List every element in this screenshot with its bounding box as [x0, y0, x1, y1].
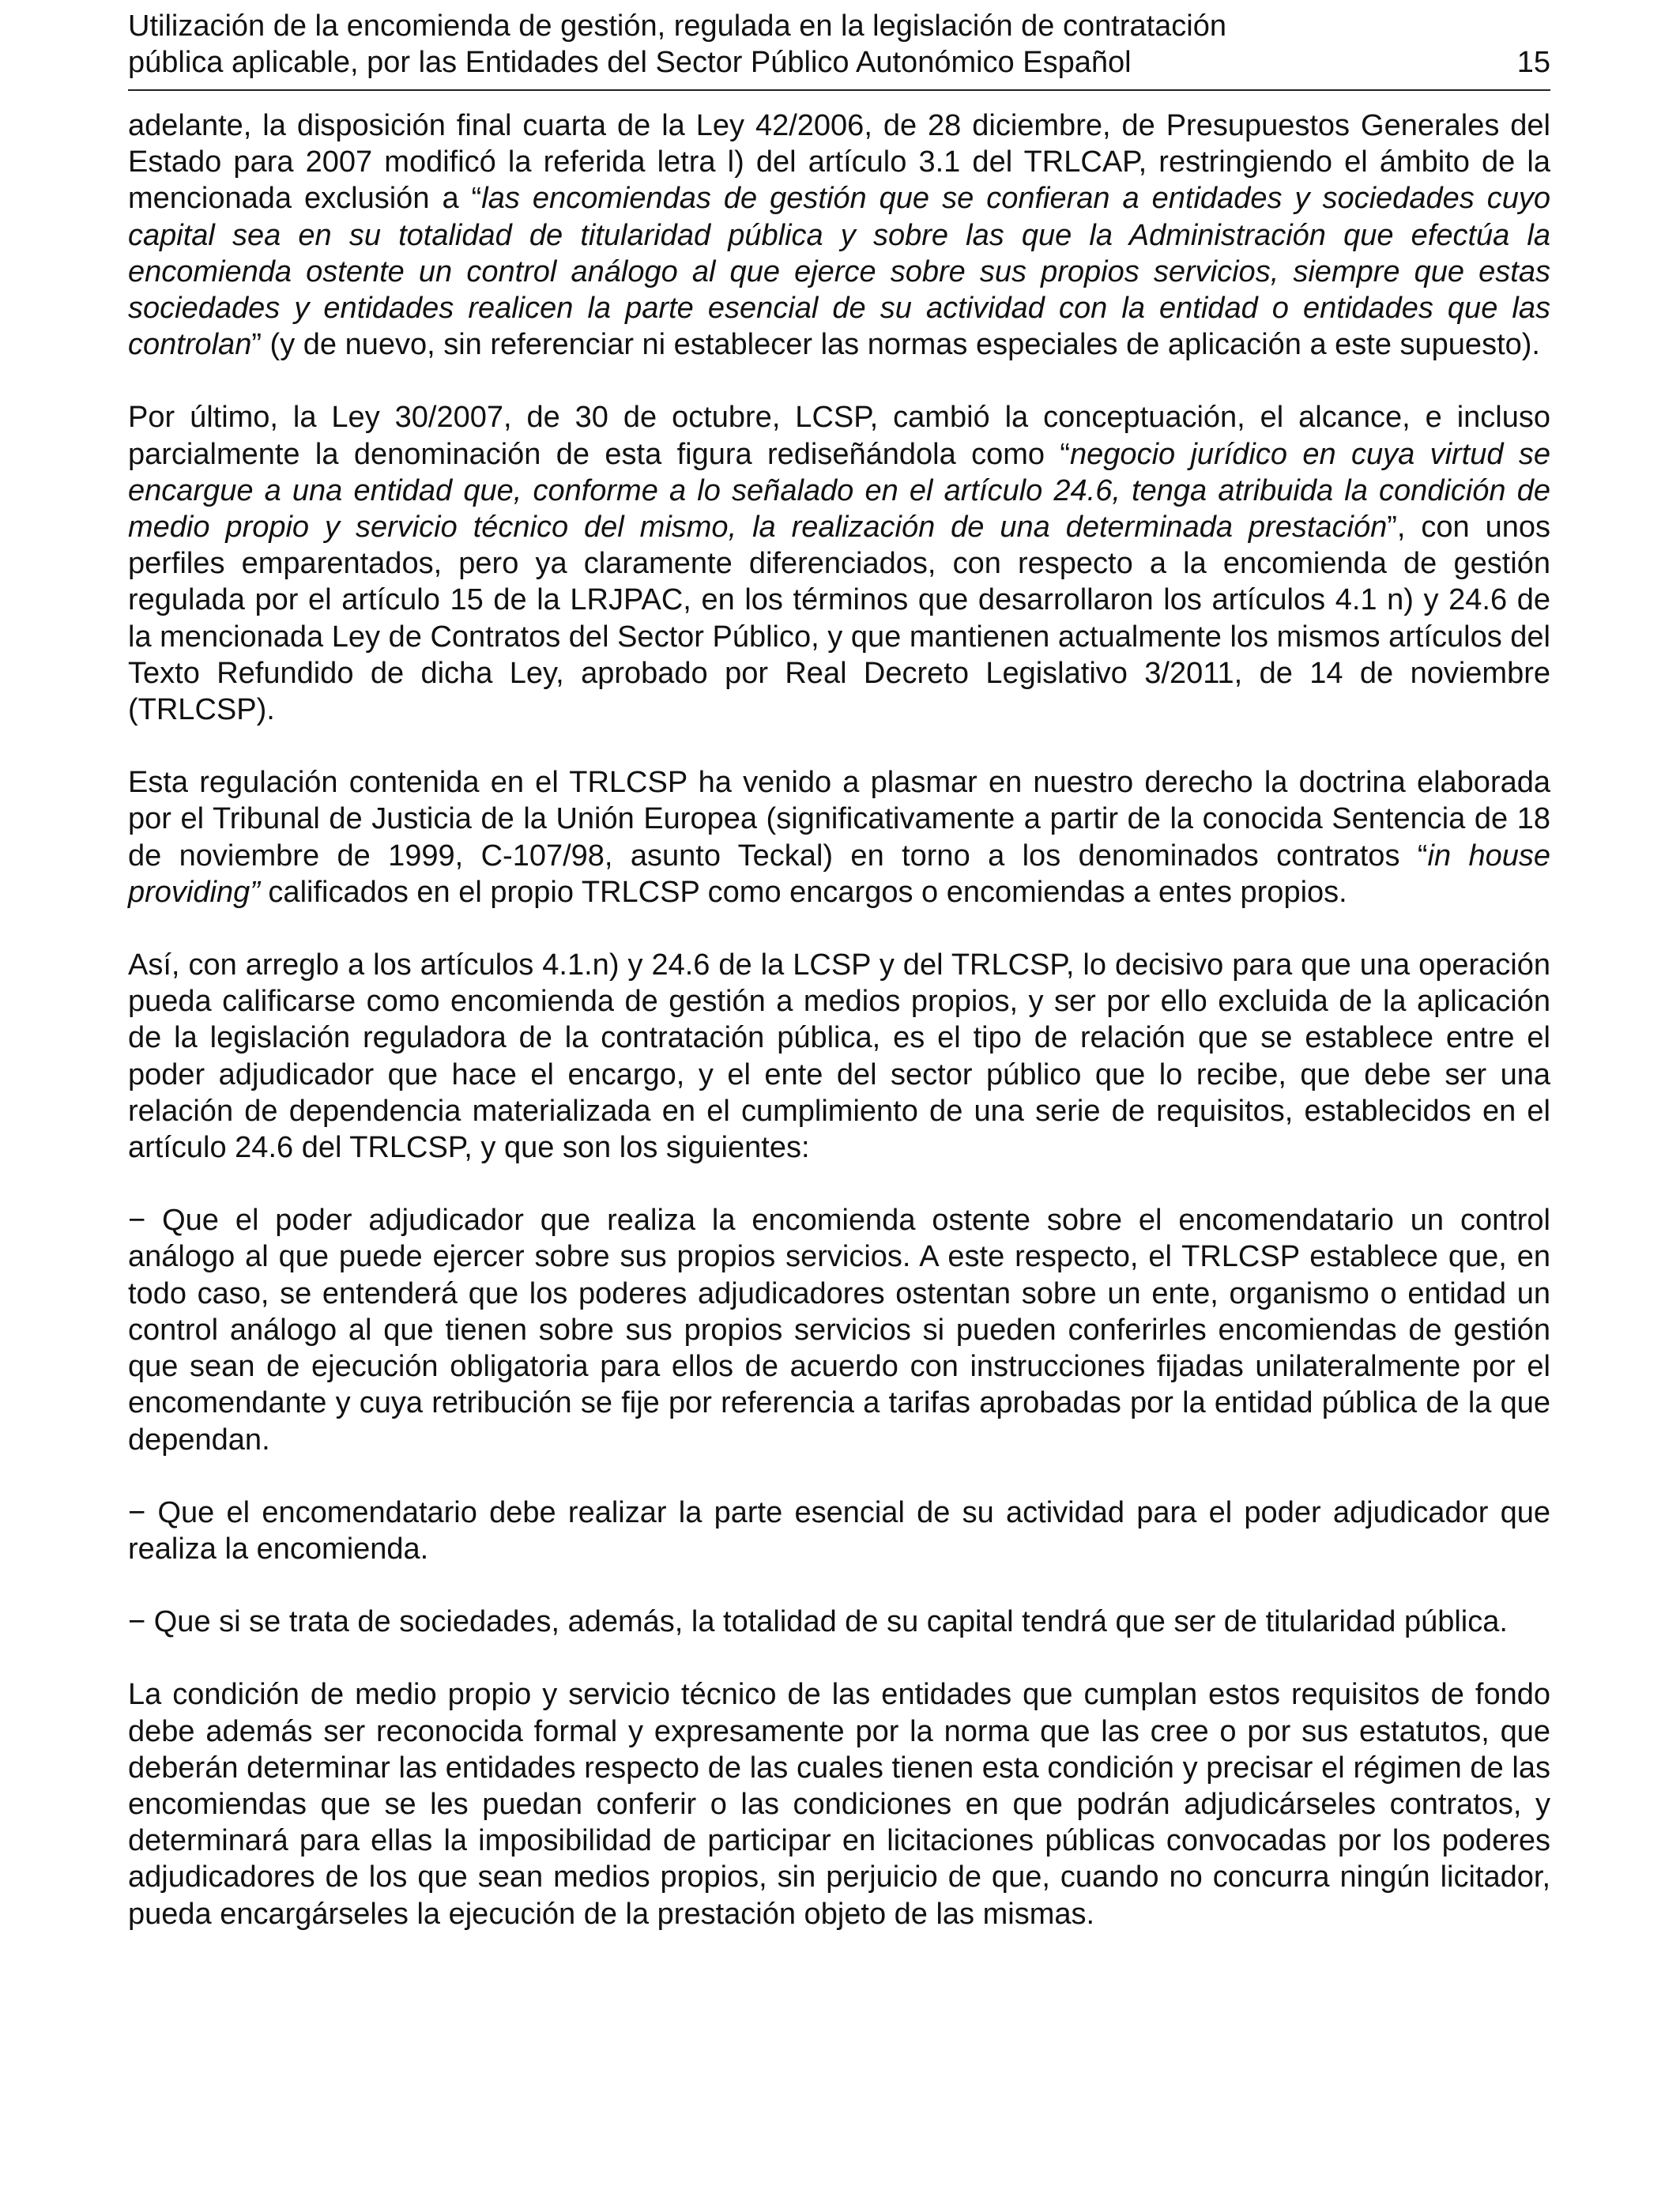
paragraph-2 — [128, 399, 1550, 728]
paragraph-2-text: Por último, la Ley 30/2007, de 30 de octubre, LCSP, cambió la conceptuación, el alcance, e incluso parcialmente la denominación de esta figura rediseñándola como “ — [128, 401, 1550, 471]
requirement-item-3: − Que si se trata de sociedades, además, la totalidad de su capital tendrá que ser de titularidad pública. — [128, 1605, 1508, 1639]
paragraph-3 — [128, 764, 1550, 910]
paragraph-1-quote: las encomiendas de gestión que se confieran a entidades y sociedades cuyo capital sea en su totalidad de titularidad pública y sobre las que la Administración que efectúa la encomienda ostente un control análogo al que ejerce sobre sus propios servicios, siempre que estas sociedades y entidades realicen la parte esencial de su actividad con la entidad o entidades que las controlan — [128, 182, 1550, 362]
paragraph-3-text-end: calificados en el propio TRLCSP como encargos o encomiendas a entes propios. — [259, 875, 1347, 909]
paragraph-1-text: adelante, la disposición final cuarta de la Ley 42/2006, de 28 diciembre, de Presupuestos Generales del Estado para 2007 modificó la referida letra l) del artículo 3.1 del TRLCAP, restringiendo el ámbito de la mencionada exclusión a “ — [128, 109, 1550, 216]
requirement-item-2: − Que el encomendatario debe realizar la parte esencial de su actividad para el poder adjudicador que realiza la encomienda. — [128, 1495, 1550, 1566]
page-header — [128, 8, 1550, 84]
requirement-item-1: − Que el poder adjudicador que realiza la encomienda ostente sobre el encomendatario un control análogo al que puede ejercer sobre sus propios servicios. A este respecto, el TRLCSP establece que, en todo caso, se entenderá que los poderes adjudicadores ostentan sobre un ente, organismo o entidad un control análogo al que tienen sobre sus propios servicios si pueden conferirles encomiendas de gestión que sean de ejecución obligatoria para ellos de acuerdo con instrucciones fijadas unilateralmente por el encomendante y cuya retribución se fije por referencia a tarifas aprobadas por la entidad pública de la que dependan. — [128, 1204, 1550, 1457]
running-title-line-2: pública aplicable, por las Entidades del Sector Público Autonómico Español — [128, 46, 1132, 79]
paragraph-8: La condición de medio propio y servicio técnico de las entidades que cumplan estos requisitos de fondo debe además ser reconocida formal y expresamente por la norma que las cree o por sus estatutos, que deberán determinar las entidades respecto de las cuales tienen esta condición y precisar el régimen de las encomiendas que se les puedan conferir o las condiciones en que podrán adjudicárseles contratos, y determinará para ellas la imposibilidad de participar en licitaciones públicas convocadas por los poderes adjudicadores de los que sean medios propios, sin perjuicio de que, cuando no concurra ningún licitador, pueda encargárseles la ejecución de la prestación objeto de las mismas. — [128, 1678, 1550, 1931]
paragraph-3-text: Esta regulación contenida en el TRLCSP ha venido a plasmar en nuestro derecho la doctrina elaborada por el Tribunal de Justicia de la Unión Europea (significativamente a partir de la conocida Sentencia de 18 de noviembre de 1999, C-107/98, asunto Teckal) en torno a los denominados contratos “ — [128, 766, 1550, 873]
paragraph-2-quote: negocio jurídico en cuya virtud se encargue a una entidad que, conforme a lo señalado en el artículo 24.6, tenga atribuida la condición de medio propio y servicio técnico del mismo, la realización de una determinada prestación — [128, 437, 1550, 545]
paragraph-4: Así, con arreglo a los artículos 4.1.n) y 24.6 de la LCSP y del TRLCSP, lo decisivo para que una operación pueda calificarse como encomienda de gestión a medios propios, y ser por ello excluida de la aplicación de la legislación reguladora de la contratación pública, es el tipo de relación que se establece entre el poder adjudicador que hace el encargo, y el ente del sector público que lo recibe, que debe ser una relación de dependencia materializada en el cumplimiento de una serie de requisitos, establecidos en el artículo 24.6 del TRLCSP, y que son los siguientes: — [128, 948, 1550, 1165]
running-title — [128, 8, 1424, 81]
paragraph-1 — [128, 107, 1550, 363]
running-title-line-1: Utilización de la encomienda de gestión, regulada en la legislación de contratación — [128, 9, 1227, 43]
paragraph-2-text-end: ”, con unos perfiles emparentados, pero ya claramente diferenciados, con respecto a la encomienda de gestión regulada por el artículo 15 de la LRJPAC, en los términos que desarrollaron los artículos 4.1 n) y 24.6 de la mencionada Ley de Contratos del Sector Público, y que mantienen actualmente los mismos artículos del Texto Refundido de dicha Ley, aprobado por Real Decreto Legislativo 3/2011, de 14 de noviembre (TRLCSP). — [128, 511, 1550, 727]
header-divider — [128, 89, 1550, 91]
page-number: 15 — [1516, 46, 1550, 79]
body-text — [128, 107, 1550, 1932]
paragraph-1-text-end: ” (y de nuevo, sin referenciar ni establecer las normas especiales de aplicación a este supuesto). — [251, 328, 1540, 362]
paragraph-3-quote: in house providing” — [128, 839, 1551, 909]
